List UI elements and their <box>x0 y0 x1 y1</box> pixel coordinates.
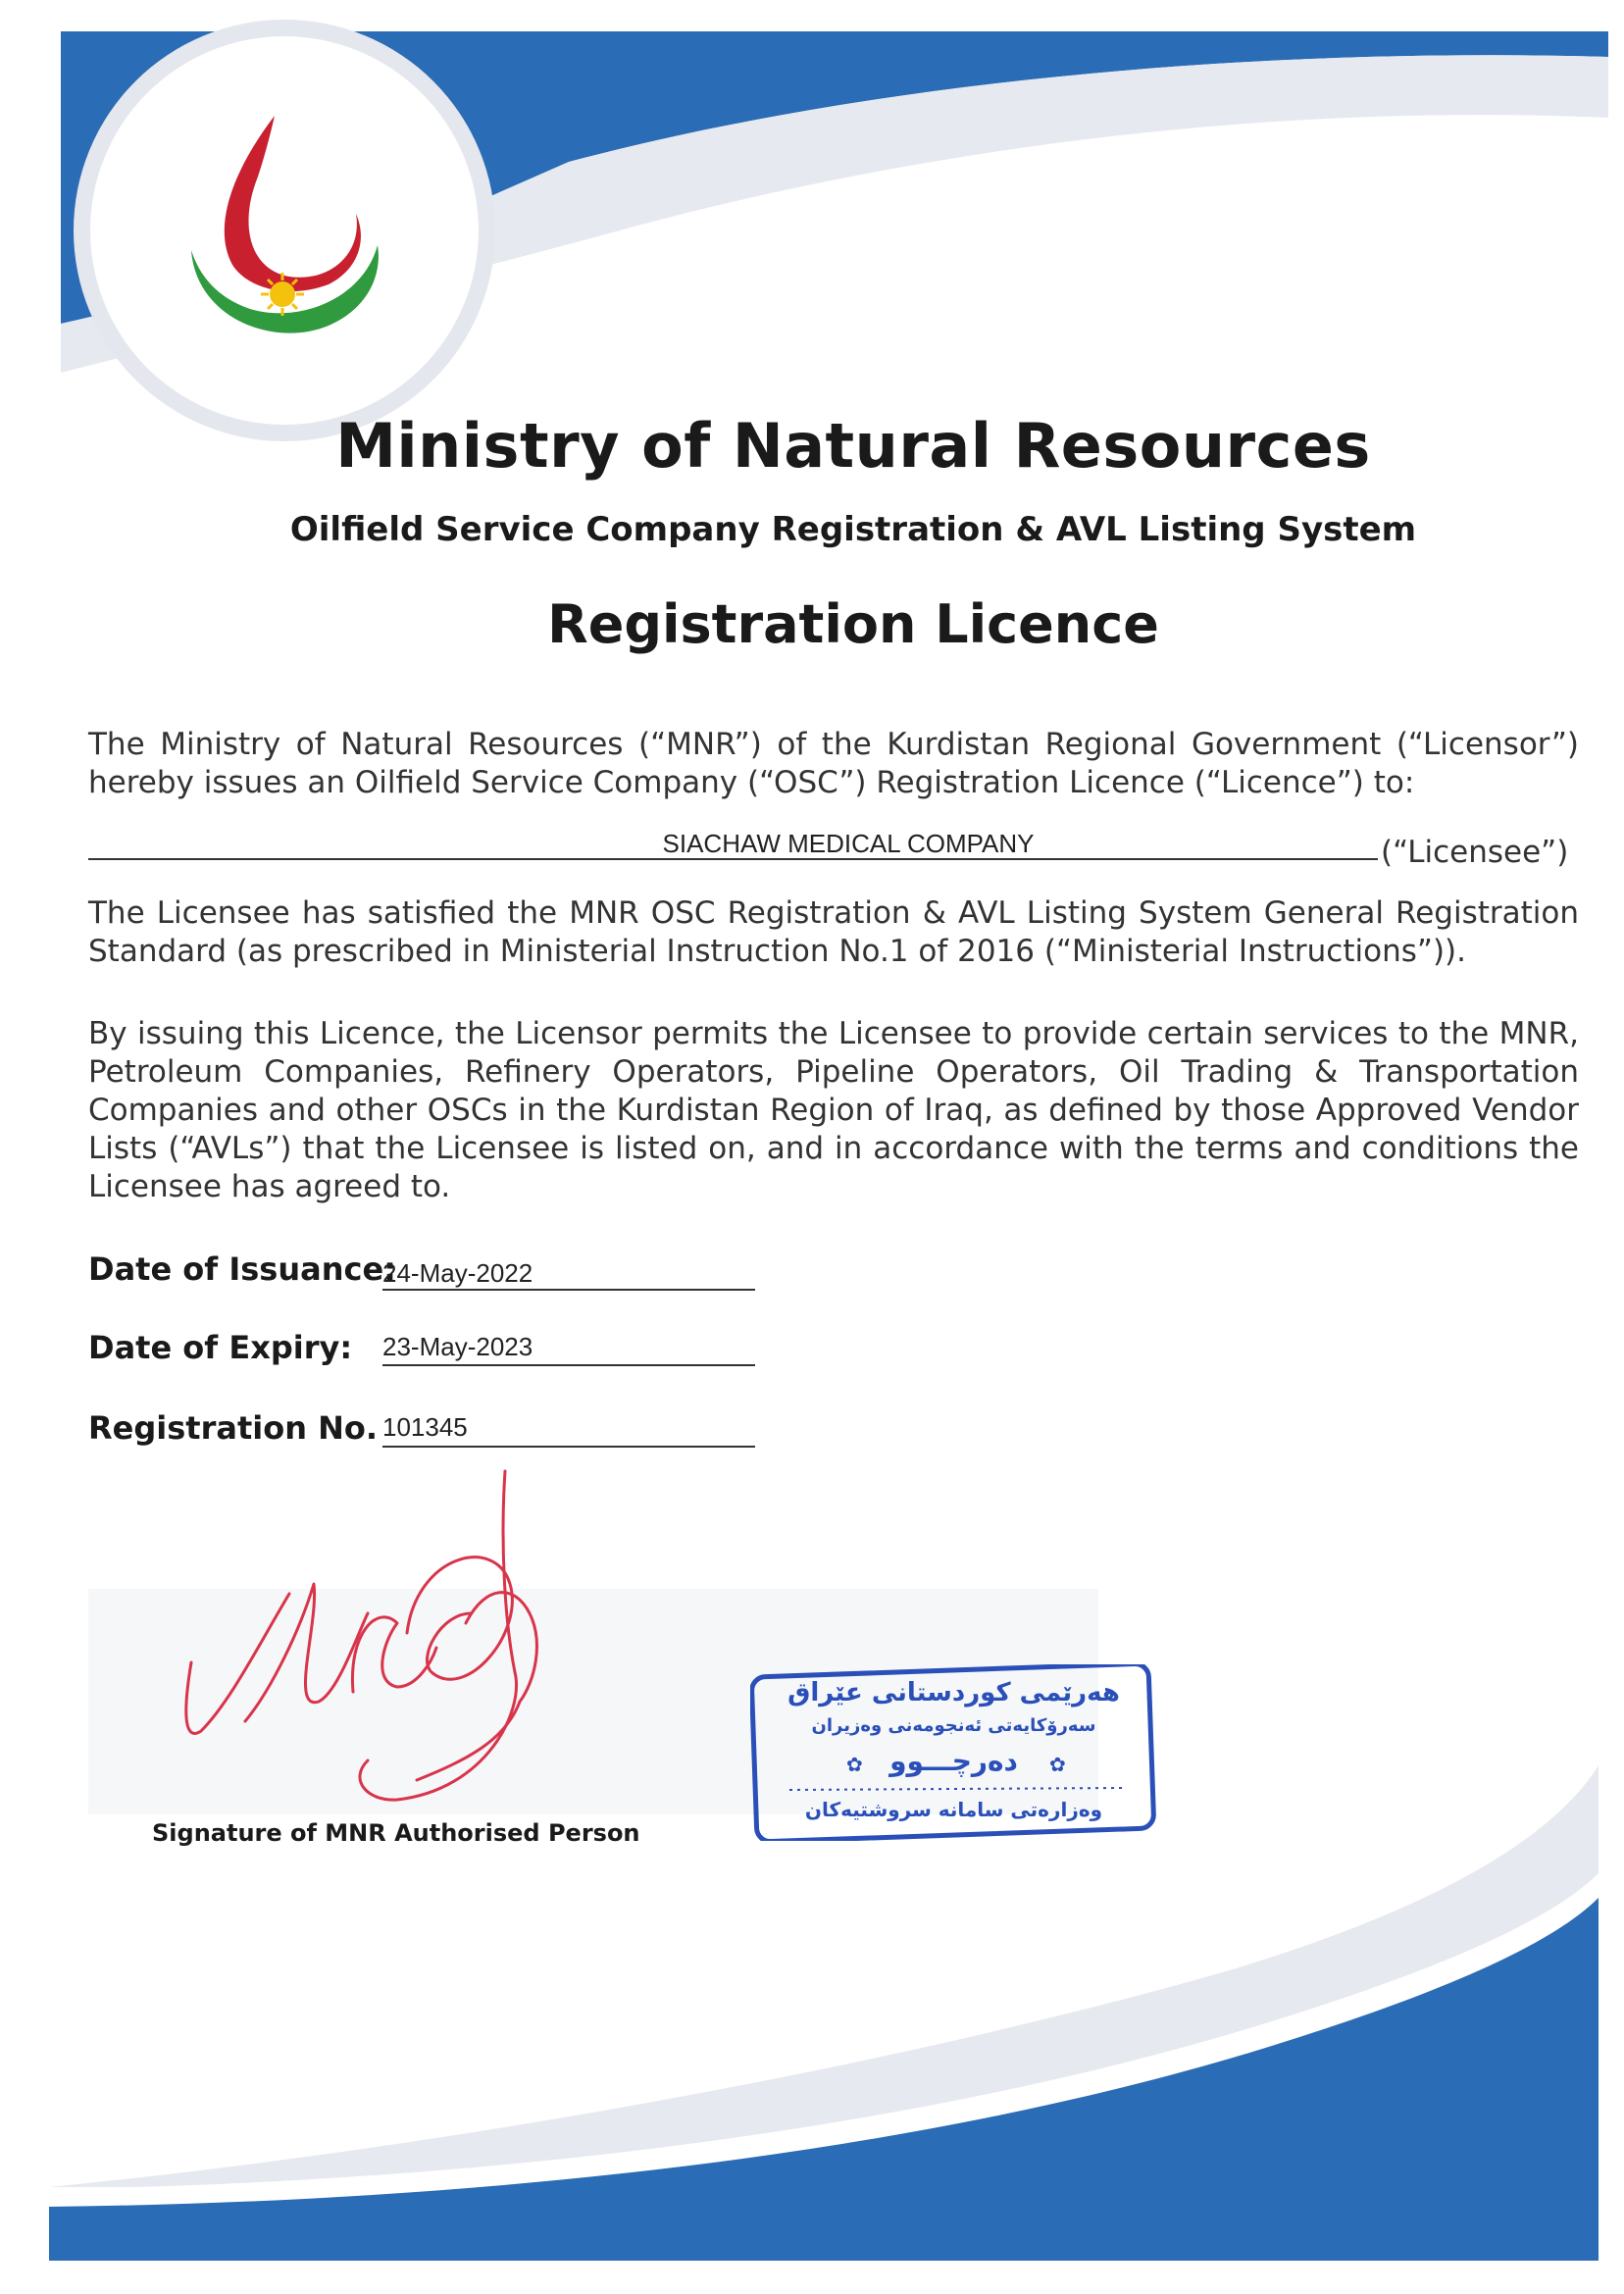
licensee-tag: (“Licensee”) <box>1381 835 1569 870</box>
permission-paragraph: By issuing this Licence, the Licensor permits the Licensee to provide certain services to the MNR, Petroleum Companies, Refinery Operators, Pipeline Operators, Oil Trading & Transportation Companies and other OSCs in the Kurdistan Region of Iraq, as defined by those Approved Vendor Lists (“AVLs”) that the Licensee is listed on, and in accordance with the terms and conditions the Licensee has agreed to. <box>88 1016 1579 1204</box>
stamp-line-3: دەرچـــوو <box>889 1745 1018 1777</box>
page-subtitle: Oilfield Service Company Registration & AVL Listing System <box>289 510 1417 549</box>
expiry-value: 23-May-2023 <box>382 1332 533 1361</box>
issuance-underline <box>382 1289 755 1291</box>
krg-logo <box>181 108 387 353</box>
registration-label: Registration No. <box>88 1409 379 1447</box>
intro-paragraph: The Ministry of Natural Resources (“MNR”) of the Kurdistan Regional Government (“Licensor”) hereby issues an Oilfield Service Company (“OSC”) Registration Licence (“Licence”) to: <box>88 727 1579 800</box>
official-stamp <box>750 1664 1157 1841</box>
page-title: Ministry of Natural Resources <box>335 410 1371 482</box>
stamp-rosette-icon: ✿ <box>846 1753 863 1776</box>
issuance-value: 24-May-2022 <box>382 1258 533 1288</box>
issuance-label: Date of Issuance: <box>88 1250 396 1288</box>
registration-value: 101345 <box>382 1412 468 1442</box>
licensee-name: SIACHAW MEDICAL COMPANY <box>662 829 1035 858</box>
signature-image <box>172 1466 584 1839</box>
document-heading: Registration Licence <box>547 593 1159 655</box>
standard-paragraph: The Licensee has satisfied the MNR OSC Registration & AVL Listing System General Registration Standard (as prescribed in Ministerial Instruction No.1 of 2016 (“Ministerial Instructions”)). <box>88 895 1579 969</box>
signature-caption: Signature of MNR Authorised Person <box>152 1819 640 1847</box>
expiry-label: Date of Expiry: <box>88 1329 353 1366</box>
stamp-line-2: سەرۆکایەتی ئەنجومەنی وەزیران <box>811 1715 1096 1736</box>
stamp-rosette-icon: ✿ <box>1049 1753 1066 1776</box>
stamp-line-1: هەرێمی کوردستانی عێراق <box>787 1678 1120 1708</box>
expiry-underline <box>382 1364 755 1366</box>
registration-underline <box>382 1446 755 1448</box>
stamp-line-4: وەزارەتی سامانە سروشتیەکان <box>804 1798 1103 1821</box>
